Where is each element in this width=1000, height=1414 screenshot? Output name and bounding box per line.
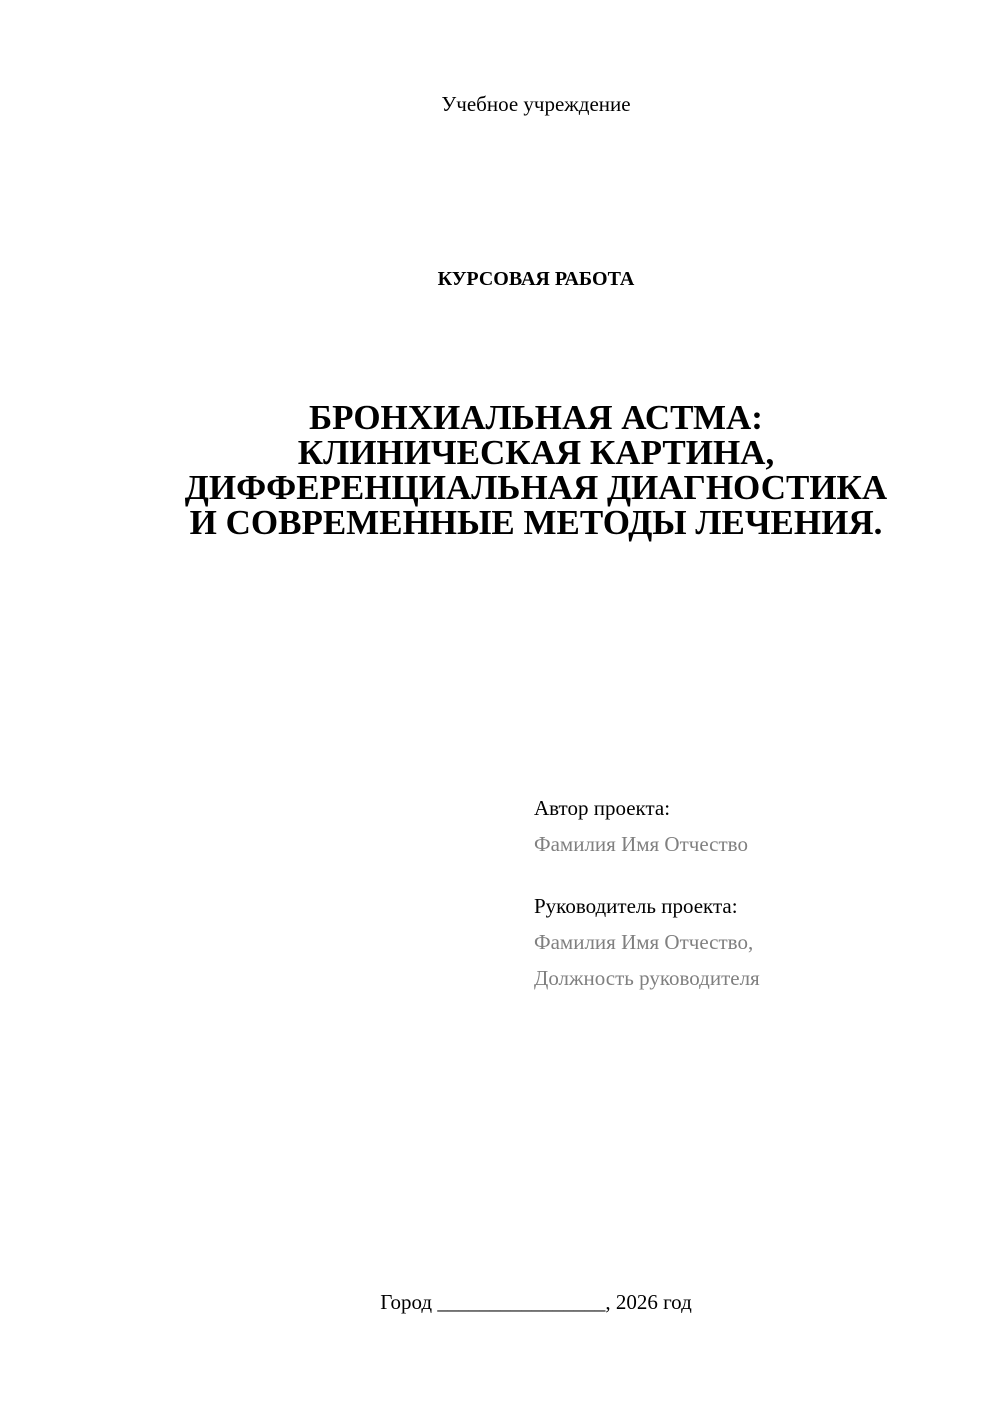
city-year-line: [0, 1290, 1000, 1315]
work-title-line: ДИФФЕРЕНЦИАЛЬНАЯ ДИАГНОСТИКА: [184, 468, 888, 507]
institution-name: Учебное учреждение: [441, 92, 631, 116]
year-text: , 2026 год: [605, 1290, 692, 1314]
work-type-heading: КУРСОВАЯ РАБОТА: [437, 268, 635, 290]
author-label: Автор проекта:: [534, 796, 671, 820]
city-blank: ________________: [437, 1290, 606, 1314]
supervisor-label: Руководитель проекта:: [534, 894, 738, 918]
supervisor-position-placeholder: Должность руководителя: [534, 966, 760, 990]
work-title: [0, 400, 1000, 540]
credits-spacer: [534, 862, 760, 888]
supervisor-name-placeholder: Фамилия Имя Отчество,: [534, 930, 754, 954]
author-name-placeholder: Фамилия Имя Отчество: [534, 832, 748, 856]
work-title-line: КЛИНИЧЕСКАЯ КАРТИНА,: [297, 433, 775, 472]
work-title-line: И СОВРЕМЕННЫЕ МЕТОДЫ ЛЕЧЕНИЯ.: [189, 503, 883, 542]
work-title-line: БРОНХИАЛЬНАЯ АСТМА:: [309, 398, 763, 437]
credits-block: [534, 790, 760, 996]
city-label: Город: [380, 1290, 433, 1314]
